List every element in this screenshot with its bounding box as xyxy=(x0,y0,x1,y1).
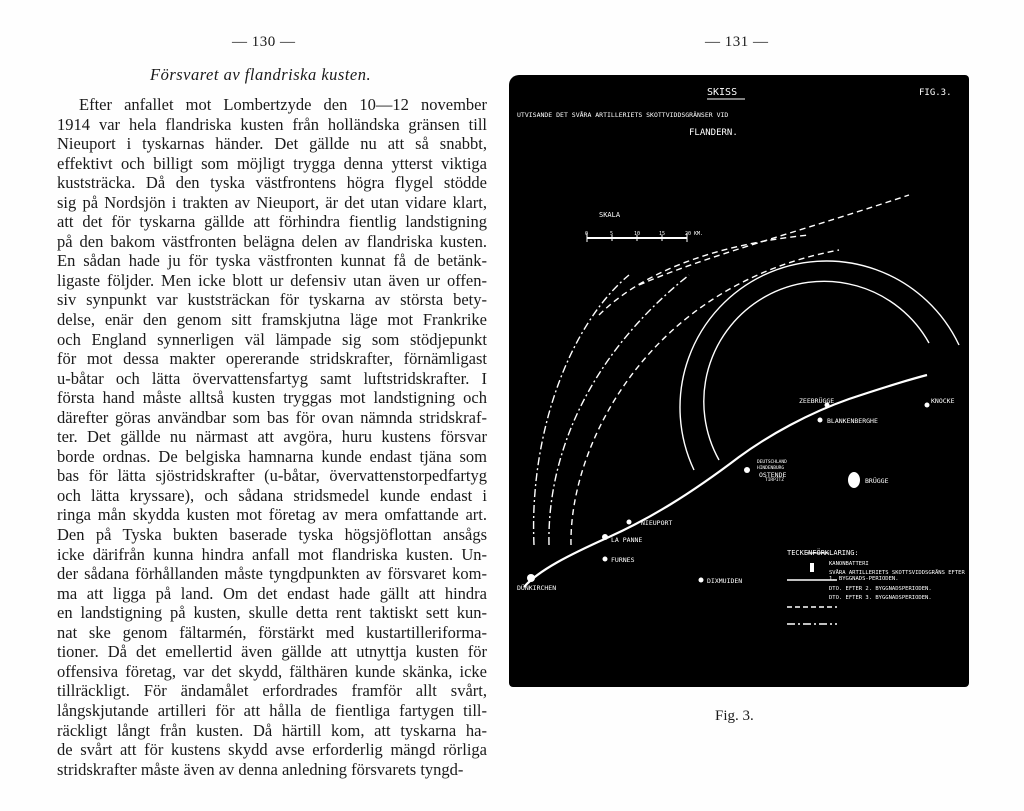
place-brugge: BRÜGGE xyxy=(865,477,889,485)
scale-tick-20: 20 KM. xyxy=(685,231,704,237)
legend-title: TECKENFÖRKLARING: xyxy=(787,549,859,557)
text-line: En sådan hade ju för tyska västfronten kunnat få de betänk- xyxy=(57,251,487,271)
text-line: ma att ligga på land. Om det endast hade gällt att hindra xyxy=(57,583,487,603)
dixmuiden-marker xyxy=(699,578,704,583)
text-line: offensiva företag, var det skydd, fälthären kunde skänka, icke xyxy=(57,661,487,681)
text-line: der sådana förhållanden måste tyngdpunkten av försvaret kom- xyxy=(57,564,487,584)
text-line: delse, enär den genom sitt framskjutna läge mot Frankrike xyxy=(57,310,487,330)
text-line: borde ordnas. De belgiska hamnarna kunde endast tjäna som xyxy=(57,446,487,466)
place-knocke: KNOCKE xyxy=(931,397,955,405)
right-page-number: — 131 — xyxy=(705,34,769,50)
knocke-marker xyxy=(925,403,930,408)
scale-tick-10: 10 xyxy=(634,231,641,237)
la-panne-marker xyxy=(602,534,608,540)
map-markers xyxy=(527,403,930,583)
place-la-panne: LA PANNE xyxy=(611,536,643,544)
text-line: Den på Tyska bukten baserade tyska högsjöflottan ansågs xyxy=(57,525,487,545)
legend-item-battery: KANONBATTERI xyxy=(829,561,869,567)
legend-battery-symbol xyxy=(810,563,814,572)
text-line: Nieuport i tyskarnas händer. Det gällde nu att så snabbt, xyxy=(57,134,487,154)
scale-tick-5: 5 xyxy=(610,231,614,237)
place-ostende: OSTENDE xyxy=(759,471,787,479)
battery-tirpitz: TIRPITZ xyxy=(765,478,784,483)
map-subtitle: UTVISANDE DET SVÅRA ARTILLERIETS SKOTTVIDDSGRÄNSER VID xyxy=(517,111,729,119)
scale-label: SKALA xyxy=(599,211,621,219)
place-blankenberghe: BLANKENBERGHE xyxy=(827,417,878,425)
text-line: ringa mån skydda kusten mot företag av mera omfattande art. xyxy=(57,505,487,525)
legend-item-period-1: SVÅRA ARTILLERIETS SKOTTSVIDDSGRÄNS EFTER 1. BYGGNADS-PERIODEN. xyxy=(829,569,965,582)
left-page-number: — 130 — xyxy=(232,34,296,50)
scale-tick-15: 15 xyxy=(659,231,666,237)
text-line: därefter göras användbar som bas för ovan nämnda stridskraf- xyxy=(57,407,487,427)
text-line: kuststräcka. Då den tyska västfrontens högra flygel stödde xyxy=(57,173,487,193)
text-line: icke därifrån kunna hindra anfall mot flandriska kusten. Un- xyxy=(57,544,487,564)
text-line: på den bakom västfronten belägna delen av flandriska kusten. xyxy=(57,231,487,251)
battery-deutschland: DEUTSCHLAND xyxy=(757,460,787,465)
text-line: tillräckligt. För ändamålet erfordrades framför allt svårt, xyxy=(57,681,487,701)
chapter-title: Försvaret av flandriska kusten. xyxy=(150,65,372,84)
map-svg xyxy=(509,75,969,687)
text-line: effektivt och billigt som möjligt trygga denna ytterst viktiga xyxy=(57,153,487,173)
text-line: ligaste följder. Men icke blott ur defensiv utan även ur offen- xyxy=(57,270,487,290)
place-nieuport: NIEUPORT xyxy=(641,519,673,527)
battery-hindenburg: HINDENBURG xyxy=(757,466,785,471)
text-line: första hand måste alltså kusten tryggas mot landstigning och xyxy=(57,388,487,408)
text-line: en landstigning på kusten, skulle detta rent taktiskt sett kun- xyxy=(57,603,487,623)
text-line: räckligt långt från kusten. Då härtill kom, att tyskarna ha- xyxy=(57,720,487,740)
text-line: att det för tyskarna gällde att förhindra fientlig landstigning xyxy=(57,212,487,232)
furnes-marker xyxy=(603,557,608,562)
text-line: och England synnerligen väl lämpade sig som stödjepunkt xyxy=(57,329,487,349)
blankenberghe-marker xyxy=(818,418,823,423)
legend-item-period-3: DTO. EFTER 3. BYGGNADSPERIODEN. xyxy=(829,595,932,601)
place-dixmuiden: DIXMUIDEN xyxy=(707,577,743,585)
figure-caption: Fig. 3. xyxy=(715,708,754,724)
text-line: långskjutande artilleri för att hålla de fientliga fartygen till- xyxy=(57,700,487,720)
text-line: stridskrafter måste även av denna anledning försvarets tyngd- xyxy=(57,759,464,779)
legend-box xyxy=(829,561,965,637)
text-line: u-båtar och lätta övervattensfartyg samt luftstridskrafter. I xyxy=(57,368,487,388)
map-lines xyxy=(524,99,959,624)
dunkirchen-marker xyxy=(527,574,535,582)
text-line: nat ske genom fältarmén, förstärkt med kustartilleriforma- xyxy=(57,622,487,642)
map-figure xyxy=(509,75,969,687)
text-line: tioner. Då det emellertid även gällde att utnyttja kusten för xyxy=(57,642,487,662)
ostende-marker xyxy=(744,467,750,473)
place-dunkirchen: DÜNKIRCHEN xyxy=(517,584,557,592)
brugge-marker xyxy=(848,472,860,488)
text-line: för mot dessa makter opererande stridskrafter, förnämligast xyxy=(57,349,487,369)
map-region: FLANDERN. xyxy=(689,128,738,138)
nieuport-marker xyxy=(627,520,632,525)
map-labels xyxy=(517,87,955,592)
place-zeebrugge: ZEEBRÜGGE xyxy=(799,397,835,405)
text-line: 1914 var hela flandriska kusten från holländska gränsen till xyxy=(57,114,487,134)
text-line: bas för lätta sjöstridskrafter (u-båtar, övervattenstorpedfartyg xyxy=(57,466,487,486)
map-title: SKISS xyxy=(707,87,738,98)
body-text xyxy=(57,95,487,779)
place-furnes: FURNES xyxy=(611,556,635,564)
map-fig-label: FIG.3. xyxy=(919,88,952,98)
scale-tick-0: 0 xyxy=(585,231,589,237)
text-line: Efter anfallet mot Lombertzyde den 10—12 november xyxy=(79,95,487,114)
text-line: siv synpunkt var kuststräckan för tyskarna av största bety- xyxy=(57,290,487,310)
text-line: sig på Nordsjön i trakten av Nieuport, är det utan vidare klart, xyxy=(57,192,487,212)
legend-item-period-2: DTO. EFTER 2. BYGGNADSPERIODEN. xyxy=(829,585,932,592)
text-line: de svårt att för kustens skydd avse erforderlig mängd rörliga xyxy=(57,740,487,760)
text-line: ter. Det gällde nu närmast att avgöra, huru kustens försvar xyxy=(57,427,487,447)
text-line: och lätta kryssare), och sådana stridsmedel kunde endast i xyxy=(57,485,487,505)
